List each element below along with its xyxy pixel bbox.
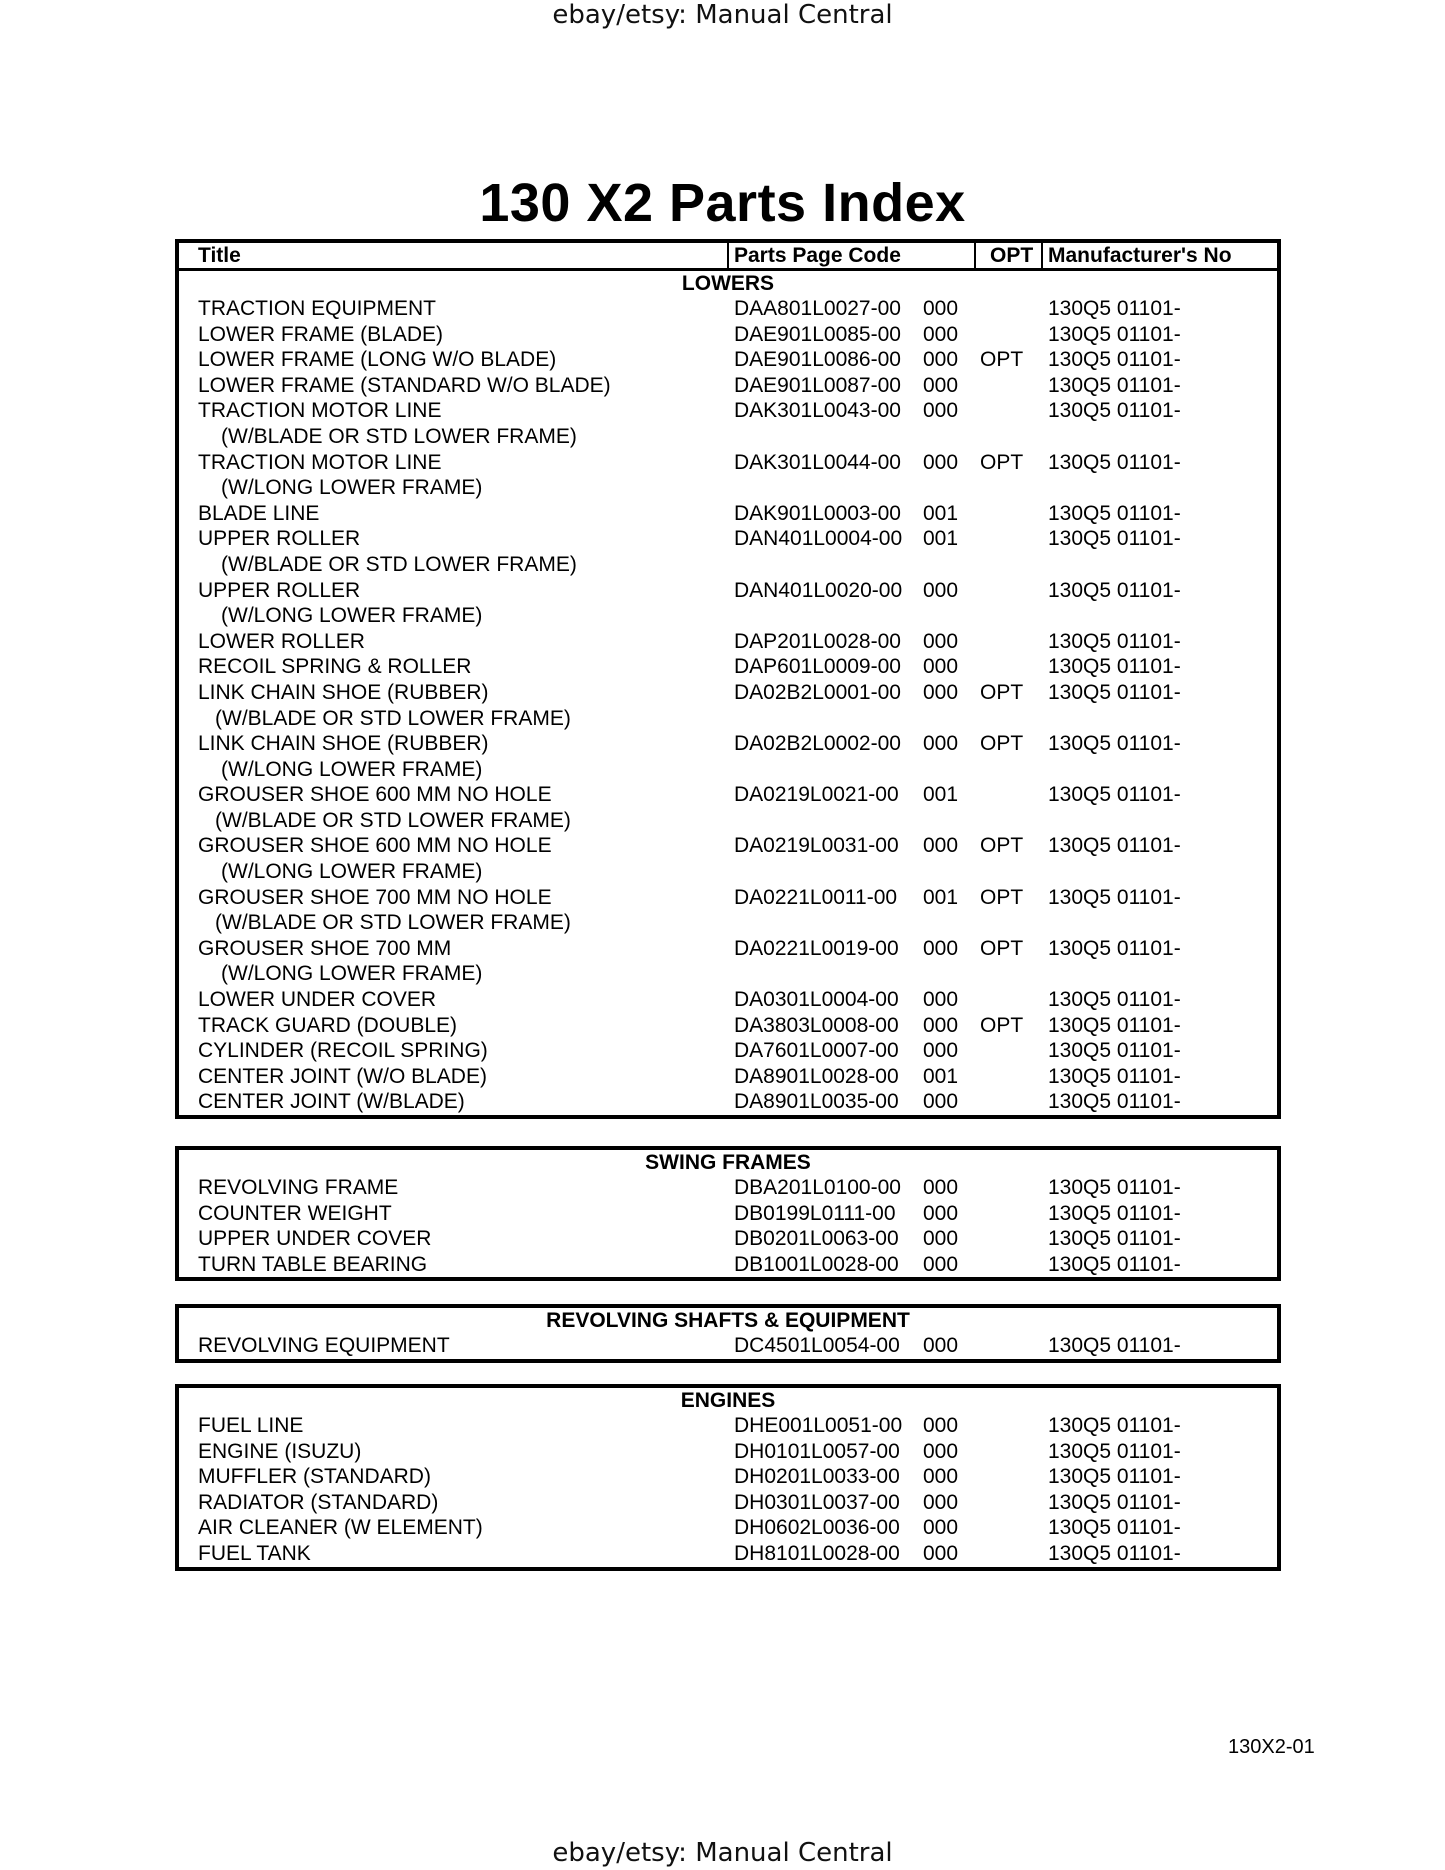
parts-page-code: DB0199L0111-00 (734, 1201, 896, 1225)
table-row (179, 322, 1277, 348)
manufacturer-number: 130Q5 01101- (1048, 527, 1181, 551)
manufacturer-number: 130Q5 01101- (1048, 680, 1181, 704)
manufacturer-number: 130Q5 01101- (1048, 1090, 1181, 1114)
table-row (179, 347, 1277, 373)
part-subtitle: (W/LONG LOWER FRAME) (221, 860, 483, 884)
part-title: LOWER FRAME (LONG W/O BLADE) (198, 348, 557, 372)
engines-rows (179, 1413, 1277, 1567)
part-title: LINK CHAIN SHOE (RUBBER) (198, 732, 489, 756)
table-row-subtitle (179, 424, 1277, 450)
revision: 000 (923, 1176, 959, 1199)
part-title: TRACK GUARD (DOUBLE) (198, 1013, 458, 1037)
parts-page-code: DBA201L0100-00 (734, 1176, 901, 1199)
part-title: CENTER JOINT (W/BLADE) (198, 1090, 465, 1114)
parts-page-code: DH0201L0033-00 (734, 1465, 900, 1489)
part-title: TRACTION EQUIPMENT (198, 297, 437, 320)
parts-page-code: DAP201L0028-00 (734, 629, 901, 653)
part-title: REVOLVING EQUIPMENT (198, 1334, 450, 1357)
table-row (179, 1089, 1277, 1115)
parts-page-code: DHE001L0051-00 (734, 1414, 903, 1437)
manufacturer-number: 130Q5 01101- (1048, 1201, 1181, 1225)
part-subtitle: (W/BLADE OR STD LOWER FRAME) (221, 552, 577, 576)
option-flag: OPT (980, 885, 1024, 909)
section-title-lowers: LOWERS (681, 272, 775, 295)
revision: 001 (923, 527, 959, 551)
revision: 000 (923, 988, 959, 1012)
manufacturer-number: 130Q5 01101- (1048, 1227, 1181, 1251)
part-title: LOWER ROLLER (198, 629, 365, 653)
manufacturer-number: 130Q5 01101- (1048, 783, 1181, 807)
table-row-subtitle (179, 603, 1277, 629)
parts-page-code: DH0602L0036-00 (734, 1516, 900, 1540)
manufacturer-number: 130Q5 01101- (1048, 322, 1181, 346)
table-row (179, 1541, 1277, 1567)
table-row-subtitle (179, 910, 1277, 936)
revision: 000 (923, 322, 959, 346)
part-subtitle: (W/BLADE OR STD LOWER FRAME) (215, 706, 571, 730)
manufacturer-number: 130Q5 01101- (1048, 373, 1181, 397)
table-row-subtitle (179, 706, 1277, 732)
table-row (179, 296, 1277, 322)
manufacturer-number: 130Q5 01101- (1048, 1064, 1181, 1088)
table-row-subtitle (179, 859, 1277, 885)
revision: 000 (923, 578, 959, 602)
table-row (179, 833, 1277, 859)
option-flag: OPT (980, 834, 1024, 858)
manufacturer-number: 130Q5 01101- (1048, 936, 1181, 960)
table-row (179, 987, 1277, 1013)
parts-page-code: DA0219L0021-00 (734, 783, 899, 807)
parts-page-code: DAE901L0086-00 (734, 348, 901, 372)
part-title: GROUSER SHOE 600 MM NO HOLE (198, 834, 552, 858)
table-row (179, 1226, 1277, 1252)
swing-rows (179, 1175, 1277, 1277)
parts-page-code: DH8101L0028-00 (734, 1541, 900, 1565)
manufacturer-number: 130Q5 01101- (1048, 1516, 1181, 1540)
table-row (179, 885, 1277, 911)
watermark-top: ebay/etsy: Manual Central (552, 0, 893, 30)
table-row (179, 1515, 1277, 1541)
part-title: TURN TABLE BEARING (198, 1252, 428, 1276)
table-row-subtitle (179, 808, 1277, 834)
revision: 000 (923, 1090, 959, 1114)
part-subtitle: (W/BLADE OR STD LOWER FRAME) (221, 424, 577, 448)
part-subtitle: (W/LONG LOWER FRAME) (221, 476, 483, 500)
part-title: BLADE LINE (198, 501, 320, 525)
table-row (179, 501, 1277, 527)
parts-page-code: DA7601L0007-00 (734, 1039, 899, 1063)
parts-page-code: DH0101L0057-00 (734, 1439, 900, 1463)
revision: 000 (923, 1465, 959, 1489)
part-title: AIR CLEANER (W ELEMENT) (198, 1516, 483, 1540)
revision: 000 (923, 1541, 959, 1565)
parts-page-code: DH0301L0037-00 (734, 1490, 900, 1514)
option-flag: OPT (980, 348, 1024, 372)
parts-page-code: DAA801L0027-00 (734, 297, 901, 320)
revision: 000 (923, 1201, 959, 1225)
manufacturer-number: 130Q5 01101- (1048, 297, 1181, 320)
part-title: LOWER FRAME (STANDARD W/O BLADE) (198, 373, 611, 397)
revision: 000 (923, 297, 959, 320)
revision: 000 (923, 834, 959, 858)
watermark-bottom: ebay/etsy: Manual Central (552, 1838, 893, 1868)
manufacturer-number: 130Q5 01101- (1048, 1414, 1181, 1437)
part-subtitle: (W/BLADE OR STD LOWER FRAME) (215, 808, 571, 832)
parts-page-code: DAK301L0044-00 (734, 450, 901, 474)
section-title-engines: ENGINES (680, 1389, 776, 1412)
manufacturer-number: 130Q5 01101- (1048, 655, 1181, 679)
part-title: GROUSER SHOE 700 MM (198, 936, 452, 960)
part-title: COUNTER WEIGHT (198, 1201, 392, 1225)
part-title: UPPER UNDER COVER (198, 1227, 432, 1251)
part-title: RECOIL SPRING & ROLLER (198, 655, 472, 679)
header-title: Title (198, 244, 241, 267)
table-row-subtitle (179, 475, 1277, 501)
part-title: UPPER ROLLER (198, 578, 361, 602)
part-title: GROUSER SHOE 600 MM NO HOLE (198, 783, 552, 807)
manufacturer-number: 130Q5 01101- (1048, 1176, 1181, 1199)
manufacturer-number: 130Q5 01101- (1048, 1541, 1181, 1565)
parts-page-code: DA0219L0031-00 (734, 834, 899, 858)
part-subtitle: (W/LONG LOWER FRAME) (221, 757, 483, 781)
manufacturer-number: 130Q5 01101- (1048, 399, 1181, 423)
lowers-rows (179, 296, 1277, 1115)
option-flag: OPT (980, 680, 1024, 704)
table-row-subtitle (179, 961, 1277, 987)
part-title: LOWER FRAME (BLADE) (198, 322, 444, 346)
parts-page-code: DA0221L0011-00 (734, 885, 898, 909)
table-row (179, 1064, 1277, 1090)
section-title-revolving: REVOLVING SHAFTS & EQUIPMENT (546, 1309, 910, 1332)
manufacturer-number: 130Q5 01101- (1048, 1490, 1181, 1514)
revision: 000 (923, 1227, 959, 1251)
part-subtitle: (W/LONG LOWER FRAME) (221, 962, 483, 986)
revision: 001 (923, 885, 959, 909)
table-row (179, 1464, 1277, 1490)
part-title: LOWER UNDER COVER (198, 988, 437, 1012)
part-title: UPPER ROLLER (198, 527, 361, 551)
table-row (179, 680, 1277, 706)
manufacturer-number: 130Q5 01101- (1048, 1334, 1181, 1357)
parts-page-code: DA02B2L0001-00 (734, 680, 901, 704)
parts-page-code: DAE901L0085-00 (734, 322, 901, 346)
parts-page-code: DAK901L0003-00 (734, 501, 901, 525)
parts-page-code: DAE901L0087-00 (734, 373, 901, 397)
option-flag: OPT (980, 450, 1024, 474)
manufacturer-number: 130Q5 01101- (1048, 988, 1181, 1012)
parts-page-code: DAN401L0004-00 (734, 527, 903, 551)
parts-page-code: DA0301L0004-00 (734, 988, 899, 1012)
manufacturer-number: 130Q5 01101- (1048, 1465, 1181, 1489)
revision: 001 (923, 501, 959, 525)
parts-page-code: DAK301L0043-00 (734, 399, 901, 423)
manufacturer-number: 130Q5 01101- (1048, 732, 1181, 756)
manufacturer-number: 130Q5 01101- (1048, 1039, 1181, 1063)
revolving-rows (179, 1333, 1277, 1359)
manufacturer-number: 130Q5 01101- (1048, 1439, 1181, 1463)
revision: 000 (923, 1013, 959, 1037)
revision: 000 (923, 936, 959, 960)
manufacturer-number: 130Q5 01101- (1048, 1013, 1181, 1037)
table-row (179, 373, 1277, 399)
manufacturer-number: 130Q5 01101- (1048, 501, 1181, 525)
revision: 000 (923, 1334, 959, 1357)
revolving-table (175, 1304, 1281, 1363)
manufacturer-number: 130Q5 01101- (1048, 348, 1181, 372)
parts-page-code: DA8901L0035-00 (734, 1090, 899, 1114)
header-mfr: Manufacturer's No (1048, 244, 1232, 267)
parts-page-code: DAP601L0009-00 (734, 655, 901, 679)
section-title-swing: SWING FRAMES (645, 1151, 811, 1174)
manufacturer-number: 130Q5 01101- (1048, 834, 1181, 858)
column-divider (974, 243, 976, 268)
table-row (179, 1252, 1277, 1278)
table-row-subtitle (179, 757, 1277, 783)
part-title: ENGINE (ISUZU) (198, 1439, 362, 1463)
table-row (179, 578, 1277, 604)
table-row (179, 1201, 1277, 1227)
revision: 000 (923, 1516, 959, 1540)
table-row (179, 1490, 1277, 1516)
column-divider (727, 243, 729, 268)
option-flag: OPT (980, 936, 1024, 960)
table-row-subtitle (179, 552, 1277, 578)
parts-page-code: DB0201L0063-00 (734, 1227, 899, 1251)
parts-page-code: DA3803L0008-00 (734, 1013, 899, 1037)
parts-page-code: DC4501L0054-00 (734, 1334, 900, 1357)
table-row (179, 654, 1277, 680)
header-code: Parts Page Code (734, 244, 901, 267)
swing-frames-table (175, 1146, 1281, 1281)
revision: 000 (923, 680, 959, 704)
part-subtitle: (W/LONG LOWER FRAME) (221, 604, 483, 628)
table-row (179, 936, 1277, 962)
manufacturer-number: 130Q5 01101- (1048, 885, 1181, 909)
revision: 000 (923, 348, 959, 372)
table-row (179, 782, 1277, 808)
parts-page-code: DA0221L0019-00 (734, 936, 899, 960)
manufacturer-number: 130Q5 01101- (1048, 578, 1181, 602)
page-title: 130 X2 Parts Index (479, 173, 966, 233)
revision: 001 (923, 1064, 959, 1088)
revision: 001 (923, 783, 959, 807)
table-row (179, 1413, 1277, 1439)
revision: 000 (923, 1490, 959, 1514)
part-title: LINK CHAIN SHOE (RUBBER) (198, 680, 489, 704)
part-title: FUEL TANK (198, 1541, 311, 1565)
engines-table (175, 1384, 1281, 1571)
table-row (179, 1439, 1277, 1465)
revision: 000 (923, 1414, 959, 1437)
manufacturer-number: 130Q5 01101- (1048, 629, 1181, 653)
column-divider (1041, 243, 1043, 268)
table-row (179, 731, 1277, 757)
option-flag: OPT (980, 732, 1024, 756)
revision: 000 (923, 1039, 959, 1063)
table-row (179, 629, 1277, 655)
manufacturer-number: 130Q5 01101- (1048, 450, 1181, 474)
part-title: TRACTION MOTOR LINE (198, 450, 442, 474)
revision: 000 (923, 450, 959, 474)
part-subtitle: (W/BLADE OR STD LOWER FRAME) (215, 911, 571, 935)
part-title: TRACTION MOTOR LINE (198, 399, 442, 423)
part-title: REVOLVING FRAME (198, 1176, 399, 1199)
revision: 000 (923, 1252, 959, 1276)
parts-page-code: DB1001L0028-00 (734, 1252, 899, 1276)
table-header (179, 243, 1277, 271)
revision: 000 (923, 1439, 959, 1463)
table-row (179, 450, 1277, 476)
part-title: CENTER JOINT (W/O BLADE) (198, 1064, 487, 1088)
part-title: CYLINDER (RECOIL SPRING) (198, 1039, 488, 1063)
header-opt: OPT (990, 244, 1034, 267)
revision: 000 (923, 629, 959, 653)
parts-page-code: DA8901L0028-00 (734, 1064, 899, 1088)
revision: 000 (923, 373, 959, 397)
revision: 000 (923, 399, 959, 423)
parts-page-code: DA02B2L0002-00 (734, 732, 901, 756)
table-row (179, 1038, 1277, 1064)
table-row (179, 1175, 1277, 1201)
manufacturer-number: 130Q5 01101- (1048, 1252, 1181, 1276)
lowers-table (175, 239, 1281, 1119)
part-title: FUEL LINE (198, 1414, 304, 1437)
part-title: RADIATOR (STANDARD) (198, 1490, 439, 1514)
table-row (179, 1013, 1277, 1039)
revision: 000 (923, 732, 959, 756)
parts-page-code: DAN401L0020-00 (734, 578, 903, 602)
part-title: GROUSER SHOE 700 MM NO HOLE (198, 885, 552, 909)
table-row (179, 1333, 1277, 1359)
page-number: 130X2-01 (1228, 1736, 1315, 1758)
table-row (179, 398, 1277, 424)
table-row (179, 526, 1277, 552)
part-title: MUFFLER (STANDARD) (198, 1465, 431, 1489)
revision: 000 (923, 655, 959, 679)
option-flag: OPT (980, 1013, 1024, 1037)
